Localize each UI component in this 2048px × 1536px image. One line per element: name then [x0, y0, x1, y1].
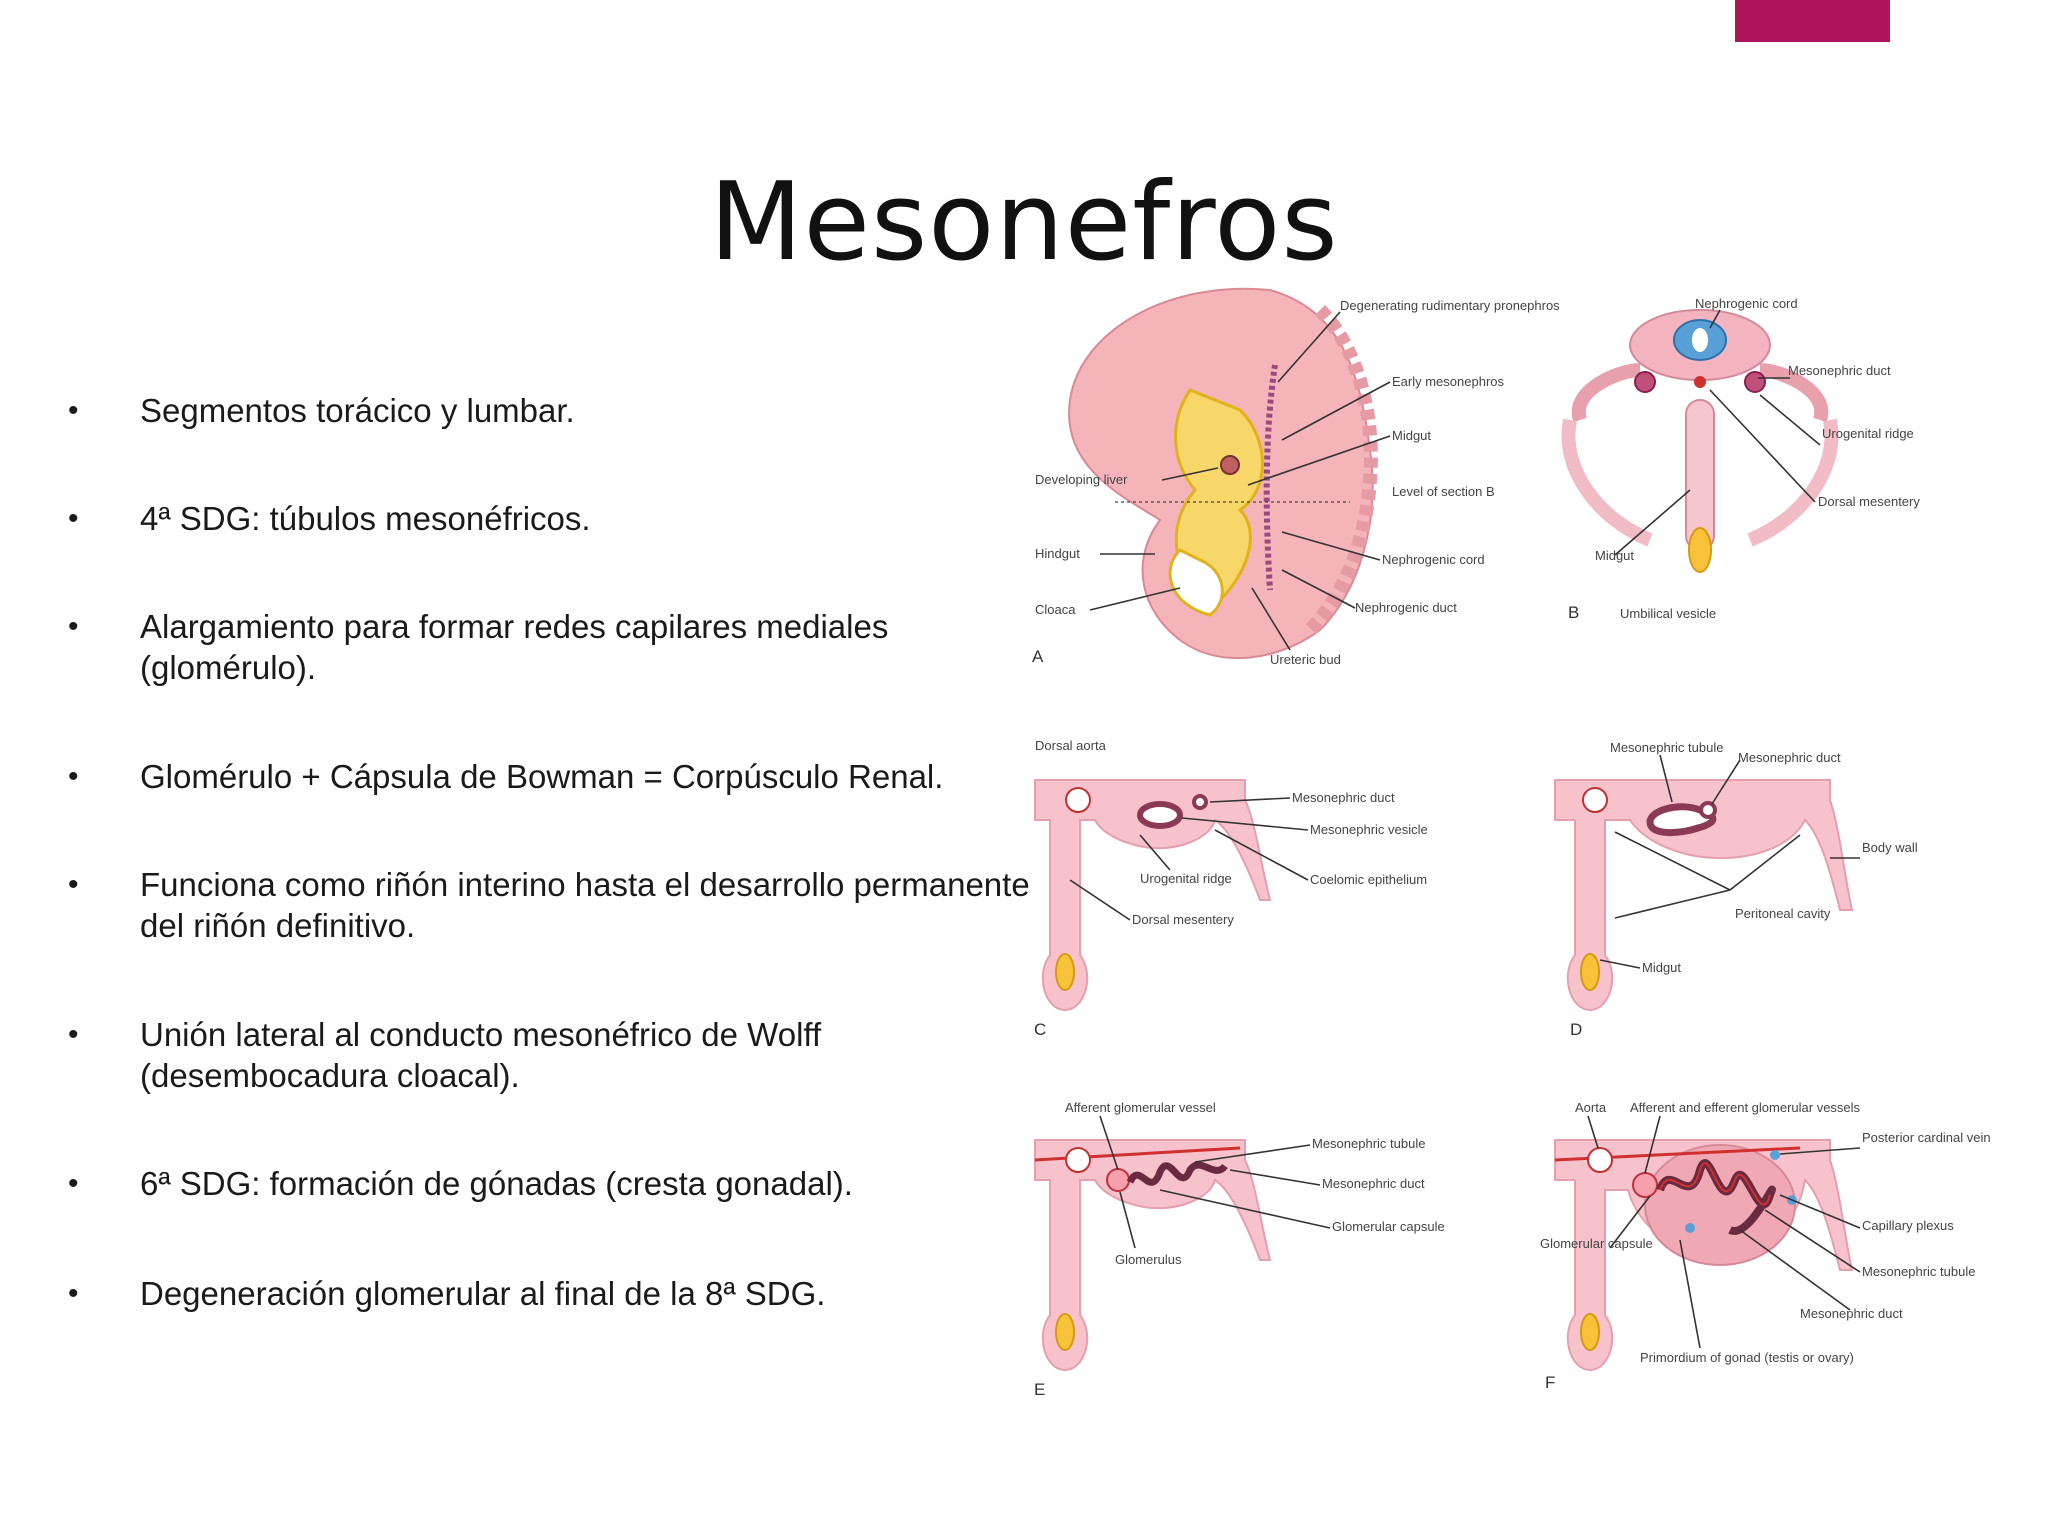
label-d-midgut: Midgut	[1642, 960, 1682, 975]
label-level-of-section: Level of section B	[1392, 484, 1495, 499]
panel-a	[1032, 289, 1560, 667]
label-ureteric-bud: Ureteric bud	[1270, 652, 1341, 667]
panel-letter: C	[1034, 1020, 1047, 1039]
label-b-mesonephric-duct: Mesonephric duct	[1788, 363, 1891, 378]
leader-line	[1710, 390, 1815, 502]
label-f-posterior-cardinal: Posterior cardinal vein	[1862, 1130, 1991, 1145]
label-e-mesonephric-duct: Mesonephric duct	[1322, 1176, 1425, 1191]
panel-c	[1034, 738, 1428, 1039]
bullet-marker: •	[68, 1277, 79, 1310]
bullet-text: Degeneración glomerular al final de la 8ª SDG.	[140, 1275, 826, 1312]
bullet-marker: •	[68, 1167, 79, 1200]
panel-letter: A	[1032, 647, 1044, 666]
leader-line	[1760, 395, 1820, 445]
panel-letter: E	[1034, 1380, 1046, 1399]
bullet-marker: •	[68, 394, 79, 427]
label-c-mesonephric-vesicle: Mesonephric vesicle	[1310, 822, 1428, 837]
bullet-marker: •	[68, 760, 79, 793]
label-b-umbilical-vesicle: Umbilical vesicle	[1620, 606, 1717, 621]
panel-letter: D	[1570, 1020, 1583, 1039]
label-cloaca: Cloaca	[1035, 602, 1076, 617]
label-c-coelomic-epithelium: Coelomic epithelium	[1310, 872, 1428, 887]
bullet-text: Segmentos torácico y lumbar.	[140, 392, 575, 429]
bullet-text: Unión lateral al conducto mesonéfrico de Wolff (desembocadura cloacal).	[140, 1016, 822, 1094]
bullet-text: Alargamiento para formar redes capilares mediales (glomérulo).	[140, 608, 889, 686]
bullet-text: 4ª SDG: túbulos mesonéfricos.	[140, 500, 591, 537]
bullet-marker: •	[68, 1018, 79, 1051]
bullet-text: 6ª SDG: formación de gónadas (cresta gonadal).	[140, 1165, 853, 1202]
label-d-mesonephric-duct: Mesonephric duct	[1738, 750, 1841, 765]
label-f-capillary-plexus: Capillary plexus	[1862, 1218, 1954, 1233]
label-nephrogenic-cord: Nephrogenic cord	[1382, 552, 1485, 567]
label-b-nephrogenic-cord: Nephrogenic cord	[1695, 296, 1798, 311]
leader-line	[1615, 890, 1730, 918]
label-d-mesonephric-tubule: Mesonephric tubule	[1610, 740, 1724, 755]
label-b-urogenital-ridge: Urogenital ridge	[1822, 426, 1914, 441]
label-b-midgut: Midgut	[1595, 548, 1635, 563]
label-e-mesonephric-tubule: Mesonephric tubule	[1312, 1136, 1426, 1151]
label-developing-liver: Developing liver	[1035, 472, 1128, 487]
label-f-mesonephric-tubule: Mesonephric tubule	[1862, 1264, 1976, 1279]
label-hindgut: Hindgut	[1035, 546, 1080, 561]
accent-bar	[1735, 0, 1890, 42]
bullet-marker: •	[68, 868, 79, 901]
label-early-mesonephros: Early mesonephros	[1392, 374, 1504, 389]
label-f-aorta: Aorta	[1575, 1100, 1607, 1115]
label-d-body-wall: Body wall	[1862, 840, 1918, 855]
label-f-glomerular-capsule: Glomerular capsule	[1540, 1236, 1653, 1251]
label-e-glomerulus: Glomerulus	[1115, 1252, 1182, 1267]
panel-d	[1555, 740, 1918, 1039]
label-e-afferent: Afferent glomerular vessel	[1065, 1100, 1216, 1115]
label-e-glomerular-capsule: Glomerular capsule	[1332, 1219, 1445, 1234]
bullet-text: Funciona como riñón interino hasta el desarrollo permanente del riñón definitivo.	[140, 866, 1030, 944]
panel-f	[1540, 1100, 1991, 1392]
label-f-gonad: Primordium of gonad (testis or ovary)	[1640, 1350, 1854, 1365]
label-f-mesonephric-duct: Mesonephric duct	[1800, 1306, 1903, 1321]
bullet-text: Glomérulo + Cápsula de Bowman = Corpúsculo Renal.	[140, 758, 944, 795]
label-c-urogenital-ridge: Urogenital ridge	[1140, 871, 1232, 886]
slide-title: Mesonefros	[709, 160, 1339, 285]
label-f-aff-eff: Afferent and efferent glomerular vessels	[1630, 1100, 1861, 1115]
label-c-dorsal-mesentery: Dorsal mesentery	[1132, 912, 1234, 927]
label-d-peritoneal-cavity: Peritoneal cavity	[1735, 906, 1831, 921]
panel-b	[1568, 296, 1920, 622]
label-c-dorsal-aorta: Dorsal aorta	[1035, 738, 1106, 753]
bullet-marker: •	[68, 502, 79, 535]
mesonephros-figure	[1020, 270, 2020, 1410]
label-c-mesonephric-duct: Mesonephric duct	[1292, 790, 1395, 805]
label-degenerating-pronephros: Degenerating rudimentary pronephros	[1340, 298, 1560, 313]
panel-letter: F	[1545, 1373, 1556, 1392]
label-midgut: Midgut	[1392, 428, 1432, 443]
panel-letter: B	[1568, 603, 1580, 622]
label-b-dorsal-mesentery: Dorsal mesentery	[1818, 494, 1920, 509]
label-nephrogenic-duct: Nephrogenic duct	[1355, 600, 1457, 615]
bullet-marker: •	[68, 610, 79, 643]
panel-e	[1034, 1100, 1445, 1399]
